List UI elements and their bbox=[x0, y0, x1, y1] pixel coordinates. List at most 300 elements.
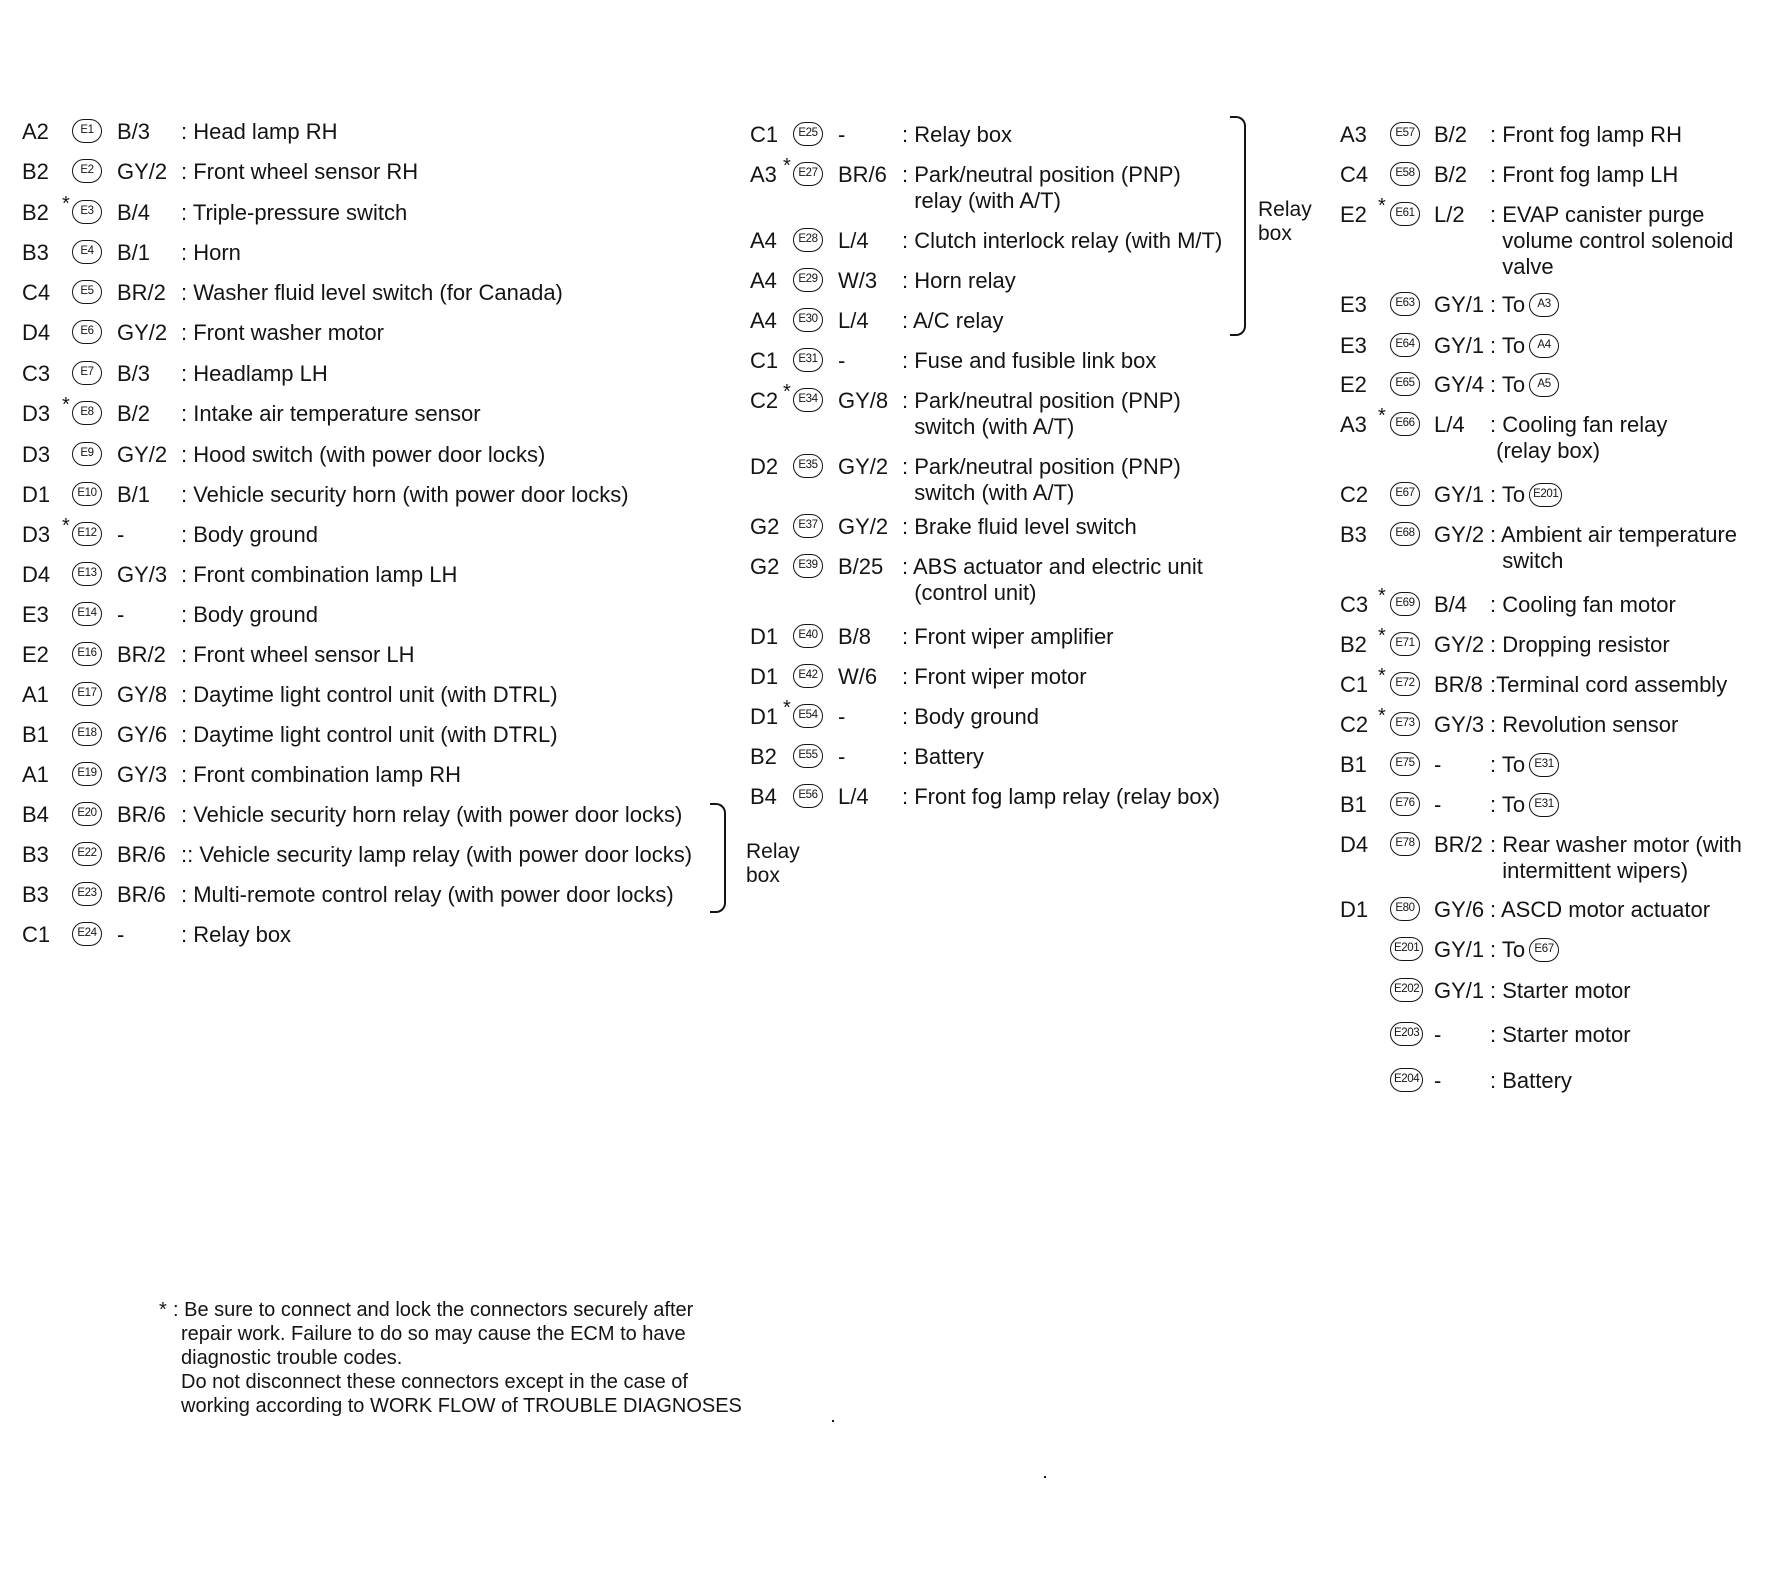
description-text: : Washer fluid level switch (for Canada) bbox=[181, 280, 563, 305]
target-connector-badge-icon: E201 bbox=[1529, 483, 1562, 507]
connector-type: - bbox=[1434, 792, 1442, 817]
description-text: : Front fog lamp LH bbox=[1490, 162, 1679, 187]
connector-description bbox=[902, 386, 1181, 440]
relay-box-brace-label: Relay box bbox=[746, 840, 800, 887]
grid-location: A3 bbox=[1340, 122, 1367, 147]
relay-box-brace bbox=[1230, 116, 1246, 336]
asterisk-marker: * bbox=[1378, 705, 1386, 727]
connector-description bbox=[902, 742, 984, 772]
grid-location: A2 bbox=[22, 119, 49, 144]
connector-badge-icon: E18 bbox=[72, 722, 102, 746]
connector-description bbox=[181, 840, 692, 870]
grid-location: B3 bbox=[22, 882, 49, 907]
grid-location: D4 bbox=[1340, 832, 1369, 857]
grid-location: C1 bbox=[22, 922, 51, 947]
connector-badge-icon: E42 bbox=[793, 664, 823, 688]
connector-description bbox=[1490, 630, 1670, 660]
connector-description bbox=[181, 399, 481, 429]
connector-description bbox=[181, 440, 545, 470]
connector-badge-icon: E4 bbox=[72, 240, 102, 264]
connector-type: W/6 bbox=[838, 664, 878, 689]
connector-description bbox=[1490, 670, 1727, 700]
connector-badge-icon: E19 bbox=[72, 762, 102, 786]
connector-type: BR/6 bbox=[117, 882, 166, 907]
connector-description bbox=[181, 880, 674, 910]
connector-type: BR/8 bbox=[1434, 672, 1483, 697]
description-text: : Head lamp RH bbox=[181, 119, 338, 144]
connector-type: GY/2 bbox=[117, 442, 168, 467]
connector-description bbox=[902, 346, 1156, 376]
connector-badge-icon: E67 bbox=[1390, 482, 1420, 506]
connector-description bbox=[1490, 331, 1559, 361]
connector-badge-icon: E30 bbox=[793, 308, 823, 332]
connector-badge-icon: E17 bbox=[72, 682, 102, 706]
asterisk-marker: * bbox=[783, 155, 791, 177]
grid-location: D1 bbox=[750, 704, 779, 729]
grid-location: D3 bbox=[22, 401, 51, 426]
grid-location: D1 bbox=[1340, 897, 1369, 922]
connector-badge-icon: E20 bbox=[72, 802, 102, 826]
grid-location: C2 bbox=[1340, 712, 1369, 737]
description-text: : To bbox=[1490, 292, 1526, 317]
connector-type: B/2 bbox=[117, 401, 151, 426]
grid-location: C4 bbox=[22, 280, 51, 305]
grid-location: A4 bbox=[750, 308, 777, 333]
connector-description bbox=[181, 480, 629, 510]
description-text: : Front wiper amplifier bbox=[902, 624, 1114, 649]
grid-location: D4 bbox=[22, 562, 51, 587]
connector-description bbox=[181, 117, 338, 147]
grid-location: B4 bbox=[750, 784, 777, 809]
target-connector-badge-icon: E67 bbox=[1529, 938, 1559, 962]
description-text: : Revolution sensor bbox=[1490, 712, 1679, 737]
relay-box-brace-label: Relay box bbox=[1258, 198, 1312, 245]
connector-description bbox=[1490, 120, 1682, 150]
grid-location: C1 bbox=[1340, 672, 1369, 697]
connector-description bbox=[1490, 830, 1742, 884]
connector-type: BR/2 bbox=[117, 642, 166, 667]
connector-type: BR/2 bbox=[1434, 832, 1483, 857]
description-text: : Park/neutral position (PNP) relay (with A/T) bbox=[902, 162, 1181, 213]
connector-badge-icon: E61 bbox=[1390, 202, 1420, 226]
grid-location: A4 bbox=[750, 268, 777, 293]
connector-type: GY/4 bbox=[1434, 372, 1485, 397]
grid-location: D1 bbox=[750, 624, 779, 649]
asterisk-marker: * bbox=[62, 193, 70, 215]
connector-description bbox=[1490, 480, 1562, 510]
connector-type: GY/1 bbox=[1434, 333, 1485, 358]
connector-badge-icon: E71 bbox=[1390, 632, 1420, 656]
connector-badge-icon: E57 bbox=[1390, 122, 1420, 146]
connector-badge-icon: E23 bbox=[72, 882, 102, 906]
connector-type: - bbox=[838, 122, 846, 147]
description-text: : ABS actuator and electric unit (control unit) bbox=[902, 554, 1203, 605]
description-text: : To bbox=[1490, 752, 1526, 777]
connector-description bbox=[1490, 710, 1678, 740]
description-text: : Intake air temperature sensor bbox=[181, 401, 481, 426]
connector-description bbox=[902, 120, 1012, 150]
description-text: : Body ground bbox=[902, 704, 1039, 729]
connector-description bbox=[1490, 976, 1631, 1006]
grid-location: E3 bbox=[1340, 292, 1367, 317]
connector-type: BR/2 bbox=[117, 280, 166, 305]
connector-type: - bbox=[117, 602, 125, 627]
footnote-line-4: Do not disconnect these connectors except in the case of bbox=[181, 1371, 688, 1393]
description-text: : To bbox=[1490, 482, 1526, 507]
grid-location: D3 bbox=[22, 442, 51, 467]
connector-description bbox=[1490, 895, 1710, 925]
grid-location: E3 bbox=[22, 602, 49, 627]
description-text: : Horn bbox=[181, 240, 241, 265]
connector-badge-icon: E72 bbox=[1390, 672, 1420, 696]
connector-badge-icon: E203 bbox=[1390, 1022, 1423, 1046]
description-text: : Starter motor bbox=[1490, 1022, 1631, 1047]
grid-location: E2 bbox=[1340, 372, 1367, 397]
connector-badge-icon: E66 bbox=[1390, 412, 1420, 436]
connector-description bbox=[902, 622, 1114, 652]
connector-type: L/4 bbox=[838, 308, 869, 333]
asterisk-marker: * bbox=[783, 381, 791, 403]
connector-badge-icon: E64 bbox=[1390, 333, 1420, 357]
connector-type: B/4 bbox=[117, 200, 151, 225]
asterisk-marker: * bbox=[62, 515, 70, 537]
stray-dot bbox=[1044, 1476, 1046, 1478]
connector-type: GY/6 bbox=[117, 722, 168, 747]
description-text: : Relay box bbox=[181, 922, 292, 947]
connector-type: GY/1 bbox=[1434, 482, 1485, 507]
grid-location: G2 bbox=[750, 514, 780, 539]
stray-dot bbox=[832, 1420, 834, 1422]
connector-type: B/2 bbox=[1434, 122, 1468, 147]
description-text: : Body ground bbox=[181, 602, 318, 627]
grid-location: G2 bbox=[750, 554, 780, 579]
grid-location: E2 bbox=[22, 642, 49, 667]
connector-description bbox=[1490, 750, 1559, 780]
grid-location: C3 bbox=[22, 361, 51, 386]
grid-location: C1 bbox=[750, 122, 779, 147]
asterisk-marker: * bbox=[783, 697, 791, 719]
description-text: : Starter motor bbox=[1490, 978, 1631, 1003]
connector-type: - bbox=[838, 348, 846, 373]
grid-location: C2 bbox=[750, 388, 779, 413]
footnote-asterisk: * bbox=[159, 1299, 167, 1321]
description-text: : Relay box bbox=[902, 122, 1013, 147]
grid-location: D2 bbox=[750, 454, 779, 479]
target-connector-badge-icon: E31 bbox=[1529, 793, 1559, 817]
connector-badge-icon: E28 bbox=[793, 228, 823, 252]
description-text: : To bbox=[1490, 372, 1526, 397]
connector-description bbox=[902, 552, 1203, 606]
connector-badge-icon: E8 bbox=[72, 401, 102, 425]
connector-type: - bbox=[1434, 1068, 1442, 1093]
description-text: : Front wheel sensor RH bbox=[181, 159, 419, 184]
grid-location: D4 bbox=[22, 320, 51, 345]
connector-description bbox=[181, 318, 384, 348]
grid-location: E3 bbox=[1340, 333, 1367, 358]
asterisk-marker: * bbox=[1378, 625, 1386, 647]
connector-badge-icon: E40 bbox=[793, 624, 823, 648]
connector-description bbox=[181, 359, 328, 389]
grid-location: A1 bbox=[22, 682, 49, 707]
connector-badge-icon: E25 bbox=[793, 122, 823, 146]
grid-location: B2 bbox=[750, 744, 777, 769]
connector-description bbox=[1490, 200, 1733, 280]
grid-location: A3 bbox=[1340, 412, 1367, 437]
description-text: : Clutch interlock relay (with M/T) bbox=[902, 228, 1223, 253]
description-text: : Front fog lamp relay (relay box) bbox=[902, 784, 1220, 809]
connector-type: - bbox=[838, 744, 846, 769]
description-text: : Body ground bbox=[181, 522, 318, 547]
connector-badge-icon: E27 bbox=[793, 162, 823, 186]
connector-type: B/1 bbox=[117, 482, 151, 507]
grid-location: B4 bbox=[22, 802, 49, 827]
connector-type: BR/6 bbox=[117, 802, 166, 827]
description-text: : Dropping resistor bbox=[1490, 632, 1670, 657]
asterisk-marker: * bbox=[1378, 195, 1386, 217]
connector-type: GY/3 bbox=[117, 562, 168, 587]
connector-badge-icon: E63 bbox=[1390, 292, 1420, 316]
connector-badge-icon: E39 bbox=[793, 554, 823, 578]
asterisk-marker: * bbox=[62, 394, 70, 416]
connector-type: GY/2 bbox=[117, 320, 168, 345]
footnote-line-3: diagnostic trouble codes. bbox=[181, 1347, 403, 1369]
connector-badge-icon: E55 bbox=[793, 744, 823, 768]
description-text: : ASCD motor actuator bbox=[1490, 897, 1711, 922]
connector-description bbox=[902, 226, 1222, 256]
connector-description bbox=[181, 760, 461, 790]
connector-badge-icon: E9 bbox=[72, 442, 102, 466]
grid-location: B3 bbox=[1340, 522, 1367, 547]
description-text: : Hood switch (with power door locks) bbox=[181, 442, 546, 467]
connector-type: B/1 bbox=[117, 240, 151, 265]
connector-badge-icon: E6 bbox=[72, 320, 102, 344]
relay-box-brace bbox=[710, 803, 726, 913]
target-connector-badge-icon: A5 bbox=[1529, 373, 1559, 397]
grid-location: C4 bbox=[1340, 162, 1369, 187]
connector-type: GY/2 bbox=[838, 514, 889, 539]
grid-location: B2 bbox=[1340, 632, 1367, 657]
description-text: : Front fog lamp RH bbox=[1490, 122, 1682, 147]
grid-location: B2 bbox=[22, 159, 49, 184]
connector-badge-icon: E76 bbox=[1390, 792, 1420, 816]
connector-type: - bbox=[838, 704, 846, 729]
connector-badge-icon: E14 bbox=[72, 602, 102, 626]
connector-type: - bbox=[117, 522, 125, 547]
connector-description bbox=[1490, 1066, 1572, 1096]
connector-description bbox=[902, 512, 1137, 542]
grid-location: B1 bbox=[22, 722, 49, 747]
target-connector-badge-icon: A3 bbox=[1529, 293, 1559, 317]
connector-type: L/4 bbox=[1434, 412, 1465, 437]
connector-description bbox=[181, 720, 558, 750]
connector-type: L/2 bbox=[1434, 202, 1465, 227]
connector-description bbox=[181, 520, 318, 550]
grid-location: A3 bbox=[750, 162, 777, 187]
connector-badge-icon: E75 bbox=[1390, 752, 1420, 776]
connector-badge-icon: E31 bbox=[793, 348, 823, 372]
connector-badge-icon: E56 bbox=[793, 784, 823, 808]
description-text: : Front wiper motor bbox=[902, 664, 1087, 689]
connector-badge-icon: E78 bbox=[1390, 832, 1420, 856]
connector-type: GY/2 bbox=[838, 454, 889, 479]
connector-description bbox=[902, 452, 1181, 506]
connector-badge-icon: E73 bbox=[1390, 712, 1420, 736]
grid-location: D3 bbox=[22, 522, 51, 547]
connector-type: GY/8 bbox=[838, 388, 889, 413]
connector-type: L/4 bbox=[838, 784, 869, 809]
connector-description bbox=[181, 560, 457, 590]
connector-description bbox=[181, 600, 318, 630]
description-text: : EVAP canister purge volume control solenoid valve bbox=[1490, 202, 1734, 279]
connector-description bbox=[1490, 790, 1559, 820]
connector-badge-icon: E22 bbox=[72, 842, 102, 866]
connector-type: GY/1 bbox=[1434, 937, 1485, 962]
connector-badge-icon: E69 bbox=[1390, 592, 1420, 616]
description-text: : Cooling fan motor bbox=[1490, 592, 1676, 617]
connector-badge-icon: E202 bbox=[1390, 978, 1423, 1002]
connector-type: - bbox=[117, 922, 125, 947]
description-text: : Park/neutral position (PNP) switch (with A/T) bbox=[902, 388, 1181, 439]
connector-badge-icon: E37 bbox=[793, 514, 823, 538]
connector-type: W/3 bbox=[838, 268, 878, 293]
description-text: : Front combination lamp RH bbox=[181, 762, 461, 787]
asterisk-marker: * bbox=[1378, 405, 1386, 427]
description-text: : Front washer motor bbox=[181, 320, 384, 345]
footnote-line-2: repair work. Failure to do so may cause the ECM to have bbox=[181, 1323, 686, 1345]
description-text: : Park/neutral position (PNP) switch (with A/T) bbox=[902, 454, 1181, 505]
connector-description bbox=[181, 680, 558, 710]
connector-description bbox=[1490, 935, 1559, 965]
description-text: : Daytime light control unit (with DTRL) bbox=[181, 722, 558, 747]
description-text: : Ambient air temperature switch bbox=[1490, 522, 1738, 573]
connector-description bbox=[181, 278, 563, 308]
connector-badge-icon: E5 bbox=[72, 280, 102, 304]
grid-location: B3 bbox=[22, 842, 49, 867]
connector-description bbox=[181, 800, 682, 830]
connector-description bbox=[181, 640, 415, 670]
connector-description bbox=[1490, 410, 1667, 464]
asterisk-marker: * bbox=[1378, 665, 1386, 687]
connector-description bbox=[1490, 520, 1737, 574]
connector-badge-icon: E24 bbox=[72, 922, 102, 946]
connector-type: - bbox=[1434, 752, 1442, 777]
target-connector-badge-icon: E31 bbox=[1529, 753, 1559, 777]
description-text: : To bbox=[1490, 792, 1526, 817]
connector-badge-icon: E201 bbox=[1390, 937, 1423, 961]
connector-description bbox=[181, 157, 418, 187]
description-text: : To bbox=[1490, 333, 1526, 358]
connector-badge-icon: E54 bbox=[793, 704, 823, 728]
connector-description bbox=[181, 238, 241, 268]
connector-description bbox=[902, 266, 1016, 296]
connector-badge-icon: E2 bbox=[72, 159, 102, 183]
connector-badge-icon: E7 bbox=[72, 361, 102, 385]
description-text: : Vehicle security horn relay (with power door locks) bbox=[181, 802, 683, 827]
connector-badge-icon: E58 bbox=[1390, 162, 1420, 186]
connector-type: B/8 bbox=[838, 624, 872, 649]
description-text: : Multi-remote control relay (with power door locks) bbox=[181, 882, 674, 907]
description-text: : Battery bbox=[1490, 1068, 1572, 1093]
connector-description bbox=[1490, 370, 1559, 400]
connector-description bbox=[1490, 1020, 1631, 1050]
grid-location: E2 bbox=[1340, 202, 1367, 227]
description-text: : Daytime light control unit (with DTRL) bbox=[181, 682, 558, 707]
connector-badge-icon: E80 bbox=[1390, 897, 1420, 921]
connector-description bbox=[902, 160, 1181, 214]
connector-type: B/4 bbox=[1434, 592, 1468, 617]
connector-description bbox=[902, 662, 1087, 692]
connector-badge-icon: E204 bbox=[1390, 1068, 1423, 1092]
grid-location: C1 bbox=[750, 348, 779, 373]
connector-description bbox=[902, 702, 1039, 732]
connector-type: GY/3 bbox=[117, 762, 168, 787]
description-text: : Battery bbox=[902, 744, 984, 769]
connector-badge-icon: E3 bbox=[72, 200, 102, 224]
connector-type: L/4 bbox=[838, 228, 869, 253]
connector-type: GY/2 bbox=[1434, 522, 1485, 547]
connector-type: GY/8 bbox=[117, 682, 168, 707]
grid-location: B1 bbox=[1340, 792, 1367, 817]
connector-badge-icon: E13 bbox=[72, 562, 102, 586]
description-text: : Triple-pressure switch bbox=[181, 200, 408, 225]
connector-type: B/3 bbox=[117, 119, 151, 144]
connector-description bbox=[1490, 590, 1676, 620]
connector-type: GY/1 bbox=[1434, 292, 1485, 317]
connector-description bbox=[181, 198, 407, 228]
grid-location: D1 bbox=[750, 664, 779, 689]
connector-badge-icon: E34 bbox=[793, 388, 823, 412]
target-connector-badge-icon: A4 bbox=[1529, 334, 1559, 358]
connector-type: B/2 bbox=[1434, 162, 1468, 187]
description-text: : Front wheel sensor LH bbox=[181, 642, 415, 667]
connector-badge-icon: E29 bbox=[793, 268, 823, 292]
grid-location: C2 bbox=[1340, 482, 1369, 507]
description-text: : Front combination lamp LH bbox=[181, 562, 458, 587]
connector-description bbox=[1490, 160, 1678, 190]
connector-badge-icon: E1 bbox=[72, 119, 102, 143]
grid-location: B3 bbox=[22, 240, 49, 265]
connector-description bbox=[902, 306, 1003, 336]
footnote-line-1: : Be sure to connect and lock the connectors securely after bbox=[173, 1299, 694, 1321]
connector-type: B/25 bbox=[838, 554, 884, 579]
connector-type: GY/2 bbox=[117, 159, 168, 184]
grid-location: A4 bbox=[750, 228, 777, 253]
connector-type: BR/6 bbox=[117, 842, 166, 867]
footnote-line-5: working according to WORK FLOW of TROUBLE DIAGNOSES bbox=[181, 1395, 742, 1417]
grid-location: B1 bbox=[1340, 752, 1367, 777]
connector-badge-icon: E16 bbox=[72, 642, 102, 666]
description-text: : Cooling fan relay (relay box) bbox=[1490, 412, 1668, 463]
description-text: : Fuse and fusible link box bbox=[902, 348, 1157, 373]
connector-type: BR/6 bbox=[838, 162, 887, 187]
grid-location: B2 bbox=[22, 200, 49, 225]
connector-type: GY/6 bbox=[1434, 897, 1485, 922]
description-text: : Vehicle security horn (with power door locks) bbox=[181, 482, 629, 507]
description-text: :: Vehicle security lamp relay (with power door locks) bbox=[181, 842, 693, 867]
grid-location: D1 bbox=[22, 482, 51, 507]
connector-type: GY/2 bbox=[1434, 632, 1485, 657]
connector-type: - bbox=[1434, 1022, 1442, 1047]
connector-badge-icon: E12 bbox=[72, 522, 102, 546]
connector-badge-icon: E68 bbox=[1390, 522, 1420, 546]
connector-badge-icon: E35 bbox=[793, 454, 823, 478]
description-text: : A/C relay bbox=[902, 308, 1004, 333]
asterisk-marker: * bbox=[1378, 585, 1386, 607]
connector-description bbox=[181, 920, 291, 950]
connector-type: B/3 bbox=[117, 361, 151, 386]
grid-location: A1 bbox=[22, 762, 49, 787]
footnote bbox=[159, 1298, 742, 1418]
